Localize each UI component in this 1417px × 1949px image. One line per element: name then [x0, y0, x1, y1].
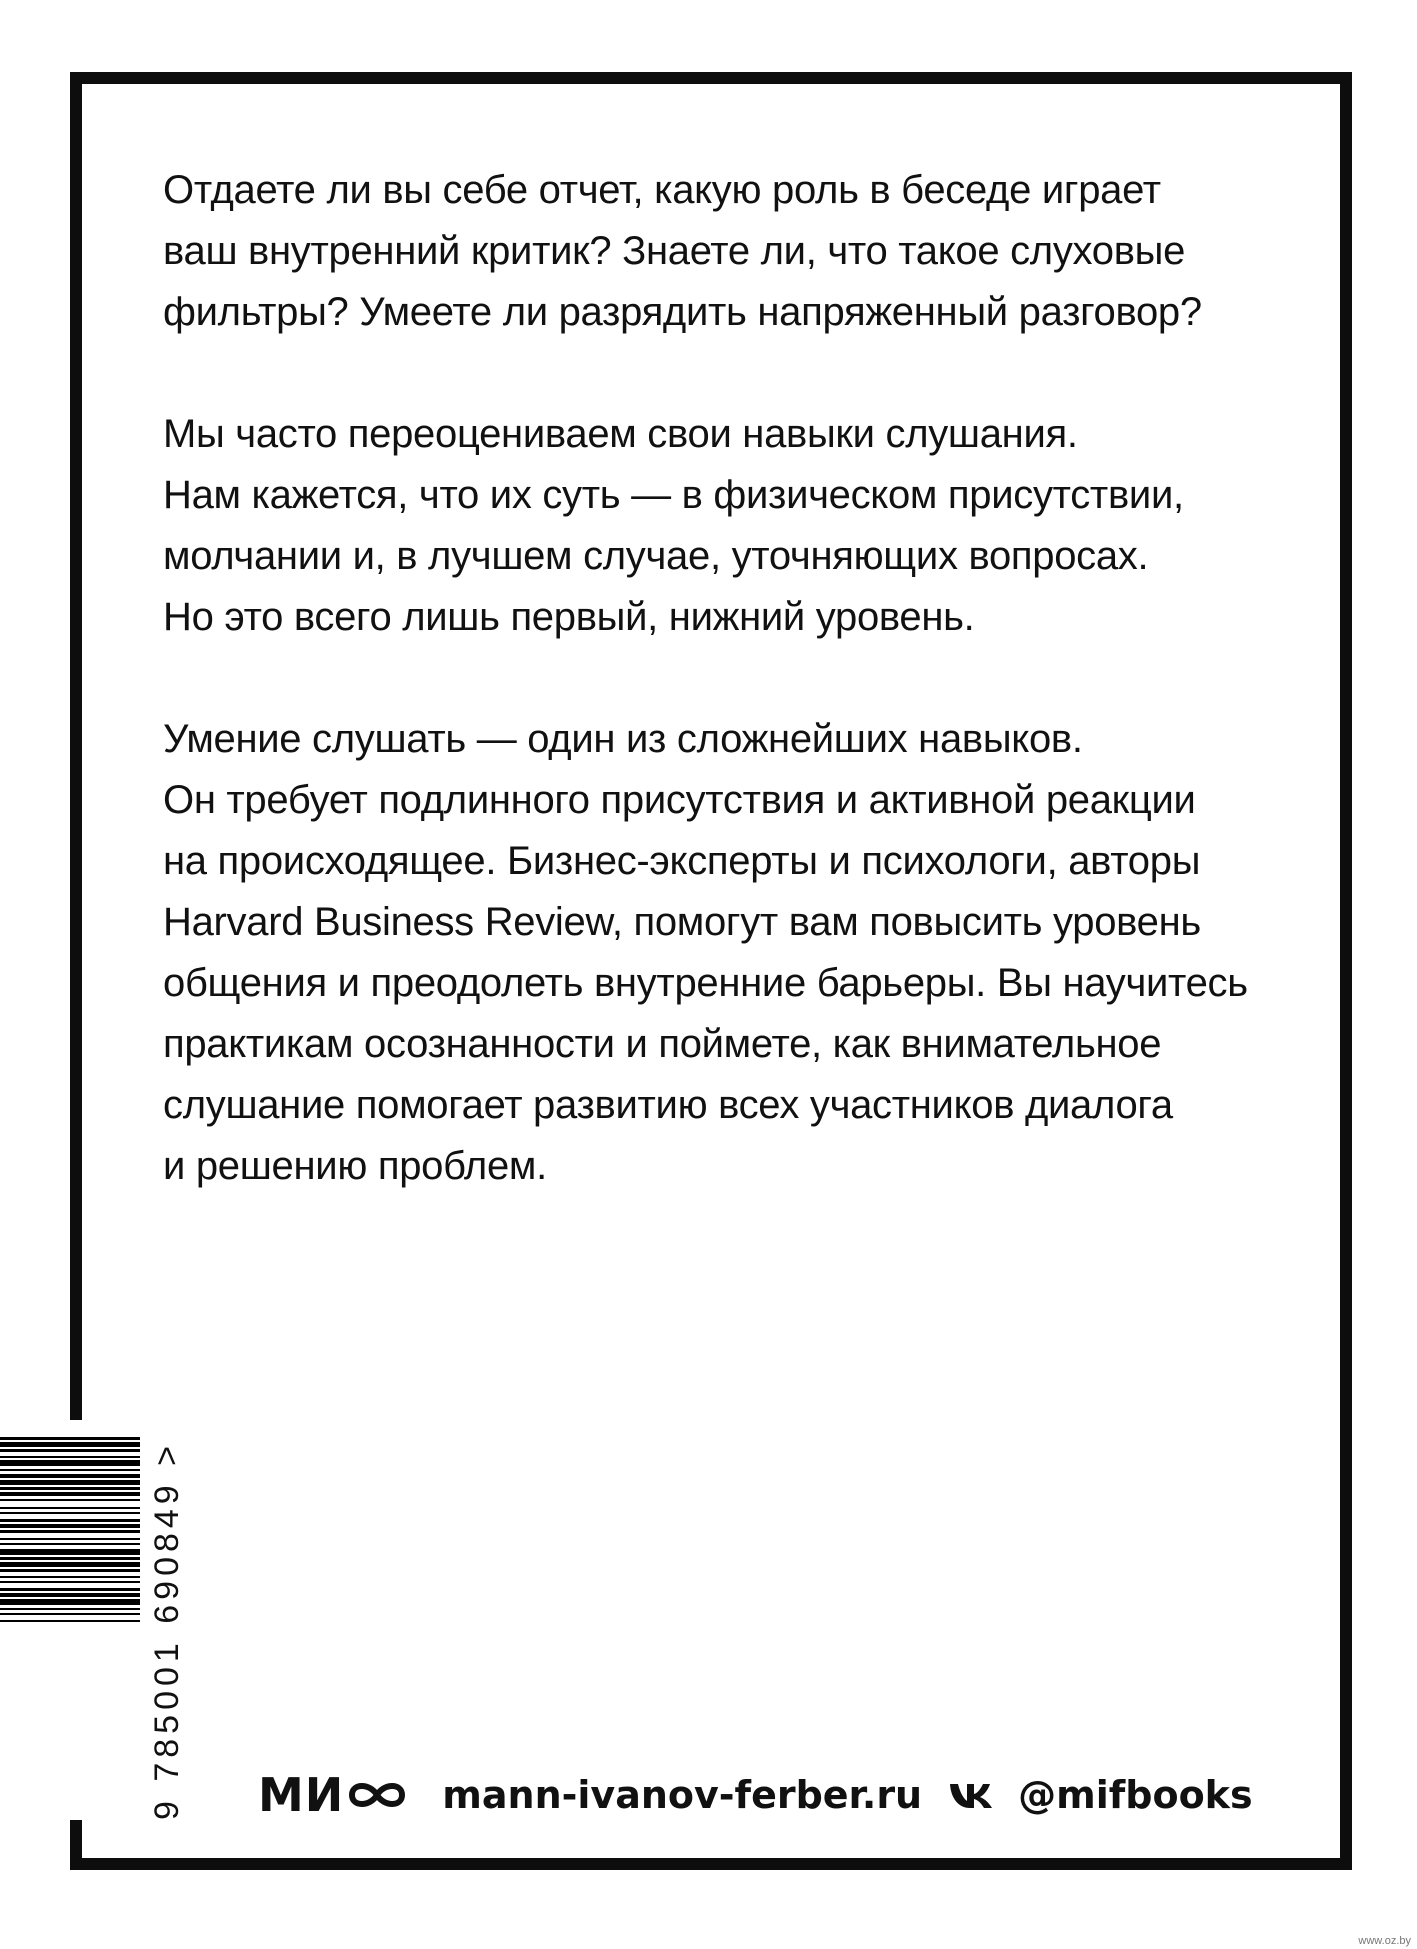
text-line: слушание помогает развитию всех участников диалога	[163, 1083, 1173, 1127]
barcode-bar	[0, 1499, 140, 1501]
watermark: www.oz.by	[1358, 1935, 1411, 1947]
publisher-logo-text: МИ	[258, 1768, 345, 1822]
paragraph-listening-skill	[163, 709, 1283, 1197]
barcode-bar	[0, 1524, 140, 1528]
website-link[interactable]: mann-ivanov-ferber.ru	[442, 1773, 923, 1817]
barcode-bar	[0, 1576, 140, 1578]
barcode-bar	[0, 1519, 140, 1522]
publisher-footer	[258, 1765, 1253, 1825]
back-cover-text	[163, 160, 1283, 1258]
barcode-bar	[0, 1437, 140, 1440]
frame-right-border	[1340, 72, 1352, 1870]
barcode-bar	[0, 1442, 140, 1447]
barcode-bar	[0, 1449, 140, 1452]
barcode-bar	[0, 1512, 140, 1514]
text-line: Harvard Business Review, помогут вам повысить уровень	[163, 900, 1201, 944]
paragraph-questions	[163, 160, 1283, 343]
barcode-bar	[0, 1507, 140, 1509]
text-line: Отдаете ли вы себе отчет, какую роль в беседе играет	[163, 168, 1161, 212]
vk-icon[interactable]	[948, 1780, 998, 1810]
text-line: Мы часто переоцениваем свои навыки слушания.	[163, 412, 1078, 456]
barcode-bar	[0, 1569, 140, 1572]
frame-left-border-upper	[70, 72, 82, 1420]
barcode-bar	[0, 1480, 140, 1485]
text-line: Нам кажется, что их суть — в физическом присутствии,	[163, 473, 1184, 517]
text-line: Умение слушать — один из сложнейших навыков.	[163, 717, 1083, 761]
barcode-bar	[0, 1557, 140, 1560]
text-line: и решению проблем.	[163, 1144, 547, 1188]
text-line: на происходящее. Бизнес-эксперты и психологи, авторы	[163, 839, 1201, 883]
barcode-bar	[0, 1538, 140, 1540]
text-line: Но это всего лишь первый, нижний уровень.	[163, 595, 975, 639]
frame-bottom-border	[70, 1858, 1352, 1870]
barcode-bar	[0, 1549, 140, 1555]
paragraph-overestimate	[163, 404, 1283, 648]
text-line: ваш внутренний критик? Знаете ли, что такое слуховые	[163, 229, 1186, 273]
barcode-bar	[0, 1487, 140, 1490]
barcode-bar	[0, 1492, 140, 1496]
isbn-digits: 9 785001 690849 >	[148, 1440, 186, 1820]
barcode-bar	[0, 1460, 140, 1466]
publisher-logo	[258, 1768, 408, 1822]
barcode-bar	[0, 1469, 140, 1471]
barcode-bar	[0, 1599, 140, 1605]
social-handle[interactable]: @mifbooks	[1018, 1773, 1253, 1817]
infinity-logo-icon	[346, 1777, 408, 1813]
barcode-bar	[0, 1581, 140, 1583]
barcode-bar	[0, 1593, 140, 1597]
barcode-bar	[0, 1543, 140, 1545]
text-line: молчании и, в лучшем случае, уточняющих вопросах.	[163, 534, 1149, 578]
text-line: Он требует подлинного присутствия и активной реакции	[163, 778, 1196, 822]
barcode-bar	[0, 1456, 140, 1458]
text-line: общения и преодолеть внутренние барьеры. Вы научитесь	[163, 961, 1248, 1005]
barcode-bar	[0, 1613, 140, 1615]
text-line: практикам осознанности и поймете, как внимательное	[163, 1022, 1162, 1066]
text-line: фильтры? Умеете ли разрядить напряженный разговор?	[163, 290, 1202, 334]
barcode-bar	[0, 1530, 140, 1533]
barcode-bar	[0, 1562, 140, 1567]
barcode-bar	[0, 1608, 140, 1610]
frame-left-border-lower	[70, 1820, 82, 1870]
frame-top-border	[70, 72, 1352, 84]
barcode-bar	[0, 1474, 140, 1478]
barcode-bar	[0, 1588, 140, 1591]
barcode-bar	[0, 1620, 140, 1622]
